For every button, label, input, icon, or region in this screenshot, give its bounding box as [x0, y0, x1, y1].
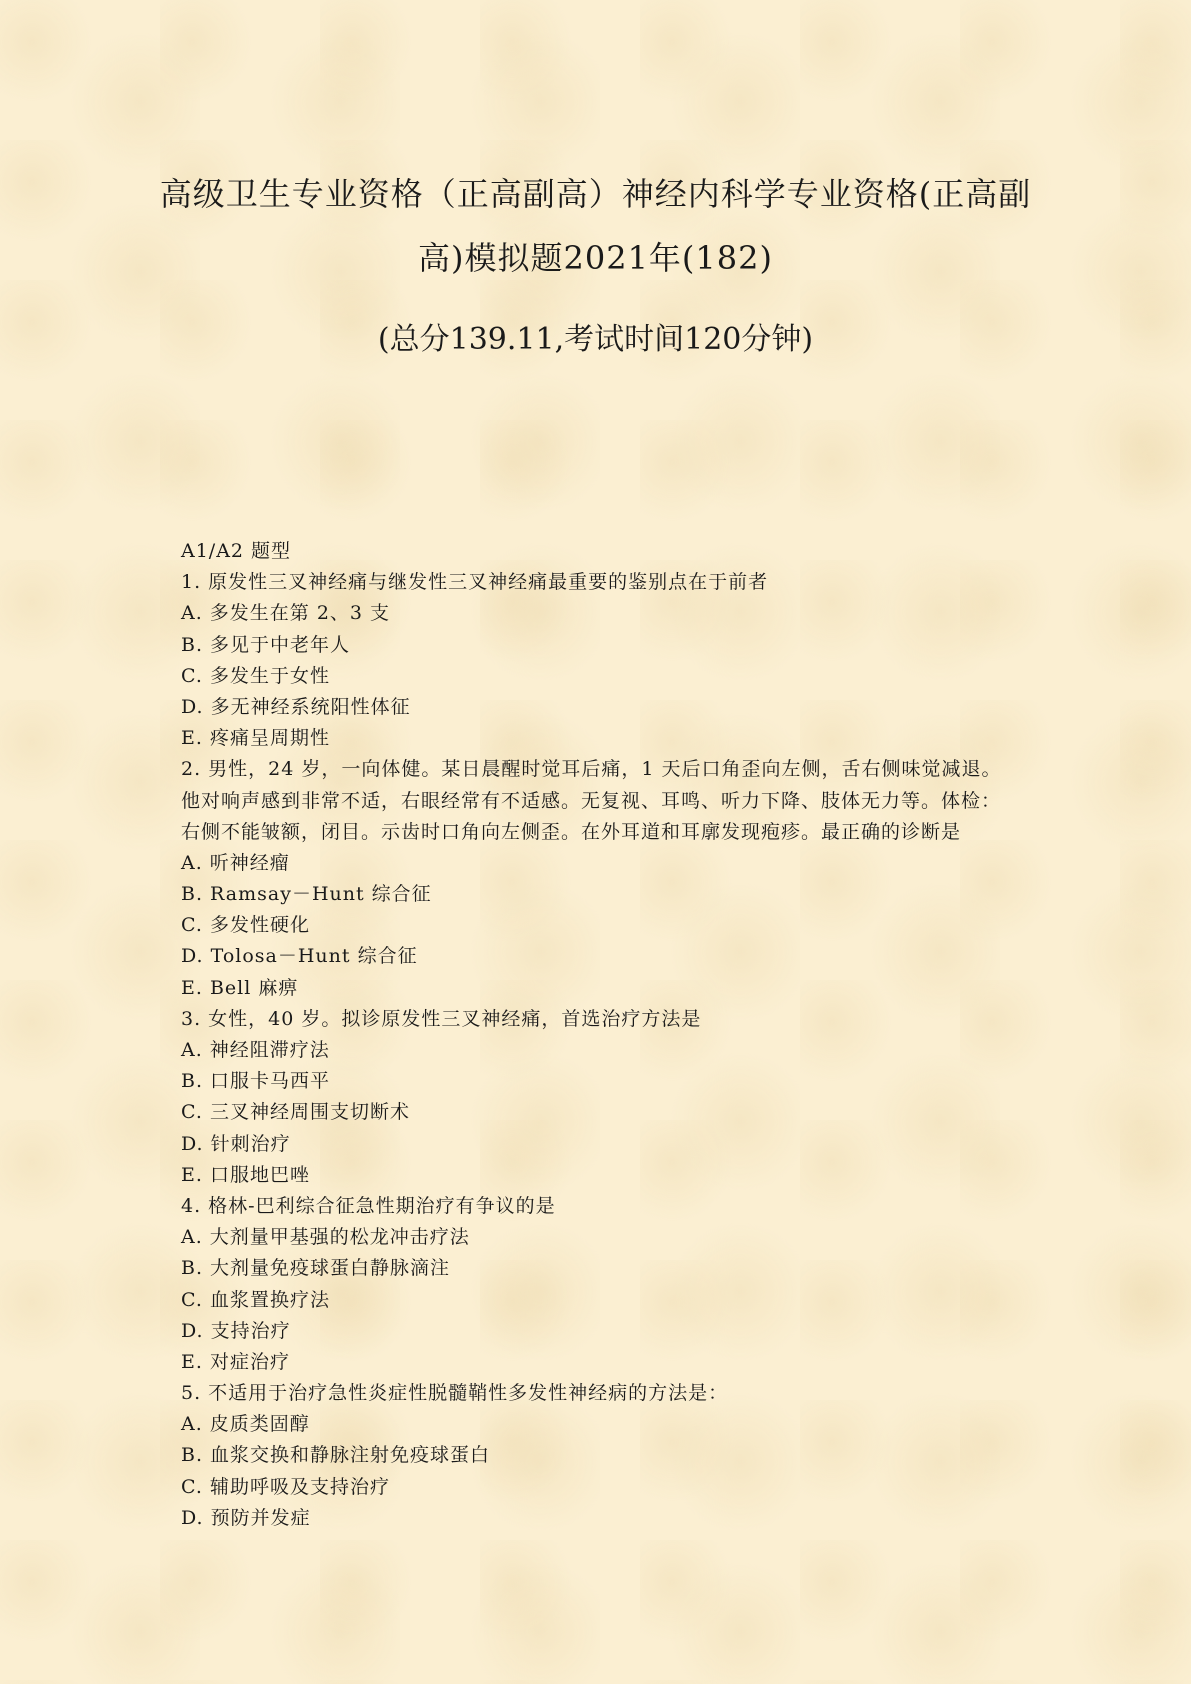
question-stem: 1. 原发性三叉神经痛与继发性三叉神经痛最重要的鉴别点在于前者: [181, 571, 769, 594]
question-body: [181, 536, 1031, 1534]
option-a: A. 皮质类固醇: [181, 1413, 310, 1436]
option-c: C. 三叉神经周围支切断术: [181, 1101, 410, 1124]
option-a: A. 神经阻滞疗法: [181, 1039, 330, 1061]
option-e: E. 对症治疗: [181, 1350, 290, 1373]
question-stem: 5. 不适用于治疗急性炎症性脱髓鞘性多发性神经病的方法是：: [181, 1382, 729, 1405]
option-d: D. 多无神经系统阳性体征: [181, 695, 411, 718]
option-b: B. 多见于中老年人: [181, 633, 351, 656]
document-title: [150, 162, 1041, 290]
option-c: C. 血浆置换疗法: [181, 1288, 330, 1311]
question-stem: 4. 格林-巴利综合征急性期治疗有争议的是: [181, 1194, 556, 1217]
option-e: E. 口服地巴唑: [181, 1163, 310, 1186]
title-line-1: 高级卫生专业资格（正高副高）神经内科学专业资格(正高副: [159, 175, 1032, 213]
option-b: B. 血浆交换和静脉注射免疫球蛋白: [181, 1444, 491, 1467]
option-c: C. 多发生于女性: [181, 664, 330, 687]
question-stem: 3. 女性，40 岁。拟诊原发性三叉神经痛，首选治疗方法是: [181, 1007, 702, 1030]
option-d: D. 支持治疗: [181, 1319, 291, 1342]
option-c: C. 多发性硬化: [181, 914, 310, 937]
question-stem: 2. 男性，24 岁，一向体健。某日晨醒时觉耳后痛，1 天后口角歪向左侧，舌右侧味觉减退。: [181, 758, 1002, 781]
option-e: E. 疼痛呈周期性: [181, 727, 330, 750]
option-c: C. 辅助呼吸及支持治疗: [181, 1475, 390, 1498]
option-b: B. 口服卡马西平: [181, 1070, 331, 1093]
question-1: [181, 567, 1031, 754]
option-d: D. 针刺治疗: [181, 1132, 291, 1155]
question-stem: 右侧不能皱额，闭目。示齿时口角向左侧歪。在外耳道和耳廓发现疱疹。最正确的诊断是: [181, 820, 962, 843]
title-line-2: 高)模拟题2021年(182): [418, 239, 773, 277]
option-d: D. Tolosa－Hunt 综合征: [181, 945, 418, 968]
option-a: A. 大剂量甲基强的松龙冲击疗法: [181, 1226, 470, 1249]
question-4: [181, 1191, 1031, 1378]
option-d: D. 预防并发症: [181, 1506, 311, 1529]
section-label: A1/A2 题型: [181, 540, 292, 562]
option-a: A. 听神经瘤: [181, 851, 290, 874]
question-3: [181, 1004, 1031, 1191]
option-b: B. Ramsay－Hunt 综合征: [181, 883, 432, 906]
option-b: B. 大剂量免疫球蛋白静脉滴注: [181, 1257, 451, 1280]
option-a: A. 多发生在第 2、3 支: [181, 602, 391, 625]
question-stem: 他对响声感到非常不适，右眼经常有不适感。无复视、耳鸣、听力下降、肢体无力等。体检：: [181, 789, 1002, 812]
option-e: E. Bell 麻痹: [181, 976, 299, 999]
question-5: [181, 1378, 1031, 1534]
question-2: [181, 754, 1031, 1004]
exam-info: (总分139.11,考试时间120分钟): [377, 322, 814, 357]
